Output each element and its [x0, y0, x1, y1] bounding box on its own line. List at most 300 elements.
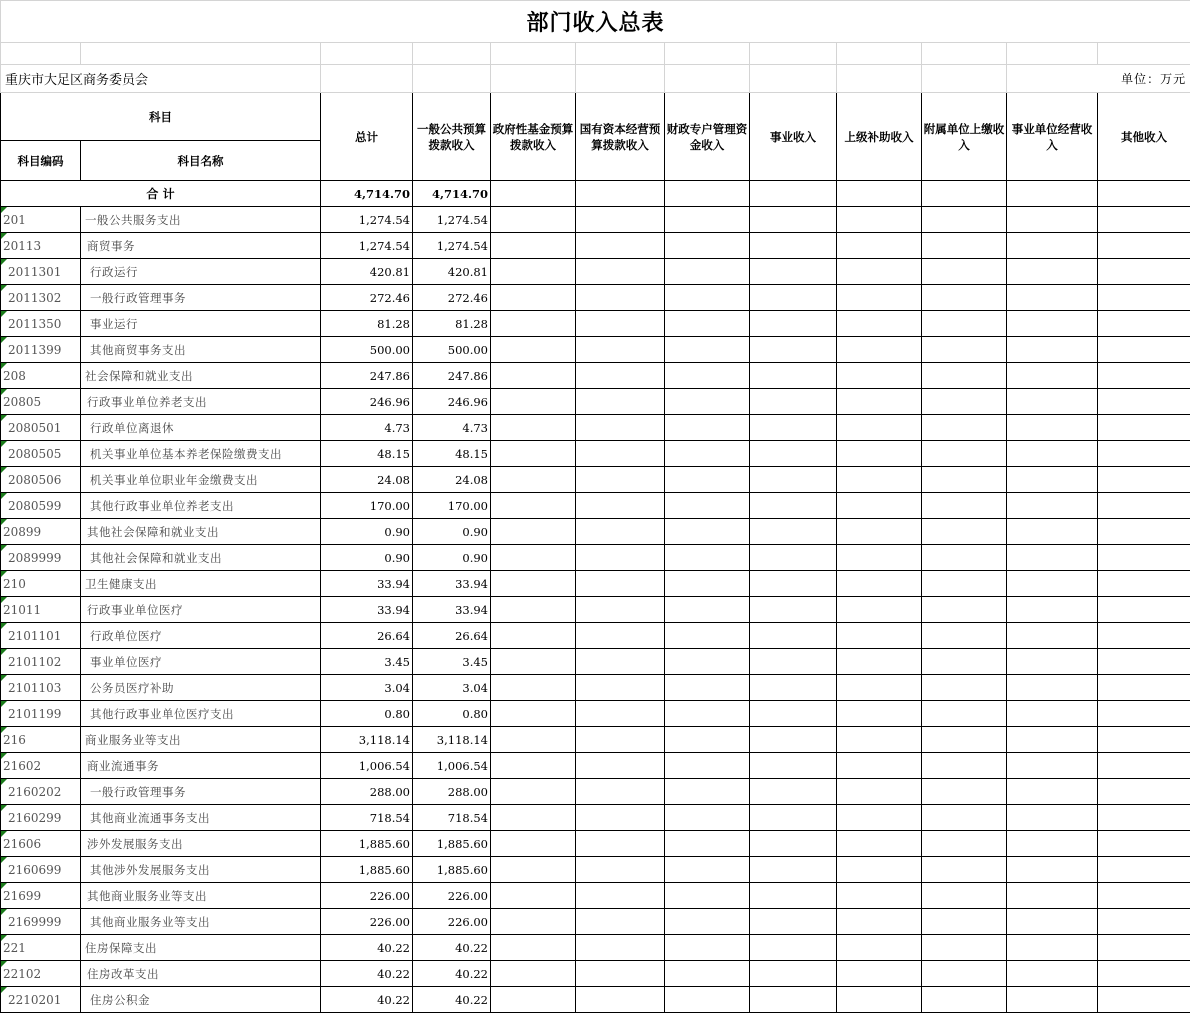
table-row [1, 441, 1190, 467]
empty-cell [491, 259, 576, 285]
empty-cell [576, 545, 665, 571]
empty-cell [837, 233, 922, 259]
subject-name: 行政运行 [81, 259, 321, 285]
table-row [1, 493, 1190, 519]
subject-name: 商业流通事务 [81, 753, 321, 779]
subject-code: 2011301 [1, 259, 81, 285]
empty-cell [1098, 597, 1190, 623]
empty-cell [837, 259, 922, 285]
empty-cell [922, 337, 1007, 363]
empty-cell [837, 623, 922, 649]
table-row [1, 883, 1190, 909]
empty-cell [750, 909, 837, 935]
empty-cell [1007, 701, 1098, 727]
empty-cell [1098, 389, 1190, 415]
empty-cell [837, 467, 922, 493]
empty-cell [922, 727, 1007, 753]
subject-name: 一般行政管理事务 [81, 285, 321, 311]
header-special-account: 财政专户管理资金收入 [665, 93, 750, 181]
empty-cell [1007, 467, 1098, 493]
subject-name: 行政单位医疗 [81, 623, 321, 649]
empty-cell [576, 363, 665, 389]
total-amount: 33.94 [321, 597, 413, 623]
subject-name: 其他行政事业单位养老支出 [81, 493, 321, 519]
empty-cell [491, 597, 576, 623]
empty-cell [576, 571, 665, 597]
empty-cell [576, 389, 665, 415]
general-budget-amount: 24.08 [413, 467, 491, 493]
subject-name: 机关事业单位职业年金缴费支出 [81, 467, 321, 493]
subject-name: 行政事业单位医疗 [81, 597, 321, 623]
empty-cell [491, 285, 576, 311]
empty-cell [922, 961, 1007, 987]
total-amount: 1,274.54 [321, 207, 413, 233]
empty-cell [491, 571, 576, 597]
total-amount: 1,006.54 [321, 753, 413, 779]
empty-cell [665, 675, 750, 701]
empty-cell [750, 545, 837, 571]
total-amount: 226.00 [321, 909, 413, 935]
empty-cell [1098, 519, 1190, 545]
total-amount: 40.22 [321, 987, 413, 1013]
table-row [1, 857, 1190, 883]
general-budget-amount: 3.45 [413, 649, 491, 675]
empty-cell [1007, 909, 1098, 935]
general-budget-amount: 272.46 [413, 285, 491, 311]
empty-cell [576, 857, 665, 883]
empty-cell [576, 259, 665, 285]
subject-name: 其他商业服务业等支出 [81, 883, 321, 909]
empty-cell [1007, 883, 1098, 909]
table-row [1, 545, 1190, 571]
empty-cell [665, 883, 750, 909]
empty-cell [1007, 363, 1098, 389]
subject-code: 2101199 [1, 701, 81, 727]
empty-cell [922, 597, 1007, 623]
empty-cell [750, 571, 837, 597]
general-budget-amount: 1,006.54 [413, 753, 491, 779]
empty-cell [750, 883, 837, 909]
organization-name: 重庆市大足区商务委员会 [1, 65, 321, 93]
empty-cell [750, 935, 837, 961]
table-row [1, 649, 1190, 675]
empty-cell [837, 545, 922, 571]
header-affiliated: 附属单位上缴收入 [922, 93, 1007, 181]
empty-cell [665, 727, 750, 753]
empty-cell [576, 961, 665, 987]
empty-cell [665, 935, 750, 961]
empty-cell [576, 805, 665, 831]
empty-cell [491, 753, 576, 779]
empty-cell [576, 987, 665, 1013]
table-row [1, 831, 1190, 857]
empty-cell [491, 857, 576, 883]
subject-code: 2101102 [1, 649, 81, 675]
empty-cell [922, 545, 1007, 571]
subject-code: 2080501 [1, 415, 81, 441]
empty-cell [922, 233, 1007, 259]
empty-cell [1098, 883, 1190, 909]
empty-cell [665, 467, 750, 493]
empty-cell [1007, 389, 1098, 415]
empty-cell [576, 415, 665, 441]
empty-cell [837, 597, 922, 623]
empty-cell [491, 389, 576, 415]
empty-cell [837, 207, 922, 233]
empty-cell [665, 545, 750, 571]
table-row [1, 987, 1190, 1013]
empty-cell [837, 831, 922, 857]
empty-cell [665, 363, 750, 389]
empty-cell [837, 701, 922, 727]
total-amount: 272.46 [321, 285, 413, 311]
empty-cell [665, 441, 750, 467]
empty-cell [750, 441, 837, 467]
empty-cell [750, 597, 837, 623]
general-budget-amount: 288.00 [413, 779, 491, 805]
subject-name: 事业运行 [81, 311, 321, 337]
total-amount: 33.94 [321, 571, 413, 597]
subject-code: 2101101 [1, 623, 81, 649]
table-row [1, 779, 1190, 805]
empty-cell [837, 649, 922, 675]
subject-name: 公务员医疗补助 [81, 675, 321, 701]
empty-cell [1007, 649, 1098, 675]
empty-cell [491, 519, 576, 545]
empty-cell [1007, 519, 1098, 545]
table-row [1, 623, 1190, 649]
empty-cell [837, 285, 922, 311]
general-budget-amount: 1,885.60 [413, 857, 491, 883]
empty-cell [665, 649, 750, 675]
general-budget-amount: 246.96 [413, 389, 491, 415]
empty-cell [576, 519, 665, 545]
empty-cell [665, 389, 750, 415]
empty-cell [1007, 571, 1098, 597]
empty-cell [576, 831, 665, 857]
general-budget-amount: 40.22 [413, 935, 491, 961]
empty-cell [576, 597, 665, 623]
empty-cell [922, 701, 1007, 727]
general-budget-amount: 81.28 [413, 311, 491, 337]
empty-cell [1007, 207, 1098, 233]
subject-name: 社会保障和就业支出 [81, 363, 321, 389]
total-amount: 1,274.54 [321, 233, 413, 259]
total-amount: 500.00 [321, 337, 413, 363]
total-amount: 81.28 [321, 311, 413, 337]
empty-cell [491, 337, 576, 363]
table-row [1, 909, 1190, 935]
total-amount: 3.45 [321, 649, 413, 675]
header-total: 总计 [321, 93, 413, 181]
empty-cell [837, 675, 922, 701]
subject-name: 其他行政事业单位医疗支出 [81, 701, 321, 727]
empty-cell [1098, 805, 1190, 831]
subject-code: 20899 [1, 519, 81, 545]
total-amount: 247.86 [321, 363, 413, 389]
total-amount: 718.54 [321, 805, 413, 831]
subject-code: 2080506 [1, 467, 81, 493]
empty-cell [491, 441, 576, 467]
empty-cell [837, 857, 922, 883]
empty-cell [750, 857, 837, 883]
table-row [1, 727, 1190, 753]
header-gov-fund: 政府性基金预算拨款收入 [491, 93, 576, 181]
subject-name: 其他涉外发展服务支出 [81, 857, 321, 883]
table-row [1, 415, 1190, 441]
empty-cell [1007, 233, 1098, 259]
data-rows [1, 207, 1190, 1013]
empty-cell [922, 779, 1007, 805]
subject-name: 涉外发展服务支出 [81, 831, 321, 857]
general-budget-amount: 1,885.60 [413, 831, 491, 857]
empty-cell [750, 389, 837, 415]
empty-cell [1098, 467, 1190, 493]
empty-cell [922, 753, 1007, 779]
empty-cell [491, 883, 576, 909]
general-budget-amount: 0.80 [413, 701, 491, 727]
empty-cell [922, 519, 1007, 545]
empty-cell [922, 857, 1007, 883]
empty-cell [1098, 623, 1190, 649]
general-budget-amount: 4.73 [413, 415, 491, 441]
general-budget-amount: 500.00 [413, 337, 491, 363]
empty-cell [491, 831, 576, 857]
header-subject: 科目 [1, 93, 321, 141]
empty-cell [922, 831, 1007, 857]
empty-cell [750, 311, 837, 337]
empty-cell [922, 649, 1007, 675]
subject-name: 行政单位离退休 [81, 415, 321, 441]
empty-cell [1007, 961, 1098, 987]
empty-cell [1007, 441, 1098, 467]
subject-name: 机关事业单位基本养老保险缴费支出 [81, 441, 321, 467]
empty-cell [665, 597, 750, 623]
empty-cell [1098, 207, 1190, 233]
total-general-value: 4,714.70 [413, 181, 491, 207]
empty-cell [837, 779, 922, 805]
empty-cell [1098, 779, 1190, 805]
table-row [1, 519, 1190, 545]
empty-cell [665, 857, 750, 883]
table-row [1, 961, 1190, 987]
subject-code: 221 [1, 935, 81, 961]
header-operating: 事业单位经营收入 [1007, 93, 1098, 181]
empty-cell [665, 753, 750, 779]
empty-cell [750, 233, 837, 259]
subject-name: 卫生健康支出 [81, 571, 321, 597]
subject-name: 住房保障支出 [81, 935, 321, 961]
general-budget-amount: 40.22 [413, 987, 491, 1013]
empty-cell [837, 987, 922, 1013]
header-subject-code: 科目编码 [1, 141, 81, 181]
empty-cell [750, 259, 837, 285]
empty-cell [1098, 909, 1190, 935]
empty-cell [1098, 961, 1190, 987]
empty-cell [750, 623, 837, 649]
empty-cell [576, 649, 665, 675]
empty-cell [922, 259, 1007, 285]
empty-cell [665, 493, 750, 519]
empty-cell [665, 987, 750, 1013]
subject-code: 20805 [1, 389, 81, 415]
subject-name: 事业单位医疗 [81, 649, 321, 675]
subject-code: 216 [1, 727, 81, 753]
empty-cell [1007, 259, 1098, 285]
subject-name: 住房公积金 [81, 987, 321, 1013]
total-amount: 4.73 [321, 415, 413, 441]
empty-cell [750, 207, 837, 233]
empty-cell [922, 415, 1007, 441]
empty-cell [665, 337, 750, 363]
empty-cell [1098, 441, 1190, 467]
empty-cell [665, 623, 750, 649]
empty-cell [491, 415, 576, 441]
empty-cell [576, 285, 665, 311]
empty-cell [1098, 337, 1190, 363]
empty-cell [837, 935, 922, 961]
empty-cell [1007, 597, 1098, 623]
empty-cell [922, 571, 1007, 597]
empty-cell [665, 285, 750, 311]
empty-cell [491, 363, 576, 389]
total-row [1, 181, 1190, 207]
empty-cell [750, 363, 837, 389]
spacer-row [1, 43, 1190, 65]
empty-cell [1098, 987, 1190, 1013]
subject-code: 2169999 [1, 909, 81, 935]
table-row [1, 285, 1190, 311]
empty-cell [491, 987, 576, 1013]
total-amount: 420.81 [321, 259, 413, 285]
empty-cell [750, 285, 837, 311]
table-row [1, 753, 1190, 779]
general-budget-amount: 48.15 [413, 441, 491, 467]
empty-cell [922, 623, 1007, 649]
empty-cell [491, 961, 576, 987]
empty-cell [576, 623, 665, 649]
empty-cell [665, 415, 750, 441]
total-amount: 40.22 [321, 935, 413, 961]
unit-label: 单位：万元 [1007, 65, 1190, 93]
subject-code: 2011350 [1, 311, 81, 337]
subject-code: 2089999 [1, 545, 81, 571]
empty-cell [665, 909, 750, 935]
empty-cell [750, 337, 837, 363]
empty-cell [1007, 987, 1098, 1013]
empty-cell [922, 363, 1007, 389]
general-budget-amount: 26.64 [413, 623, 491, 649]
empty-cell [491, 233, 576, 259]
total-amount: 24.08 [321, 467, 413, 493]
general-budget-amount: 0.90 [413, 519, 491, 545]
empty-cell [491, 779, 576, 805]
total-amount: 170.00 [321, 493, 413, 519]
empty-cell [837, 571, 922, 597]
subject-name: 其他商业服务业等支出 [81, 909, 321, 935]
empty-cell [1098, 727, 1190, 753]
table-row [1, 597, 1190, 623]
total-amount: 288.00 [321, 779, 413, 805]
subject-code: 2101103 [1, 675, 81, 701]
empty-cell [922, 987, 1007, 1013]
empty-cell [491, 311, 576, 337]
general-budget-amount: 1,274.54 [413, 233, 491, 259]
table-row [1, 207, 1190, 233]
empty-cell [491, 467, 576, 493]
empty-cell [1098, 701, 1190, 727]
empty-cell [1098, 545, 1190, 571]
empty-cell [1098, 415, 1190, 441]
empty-cell [491, 623, 576, 649]
empty-cell [1098, 649, 1190, 675]
empty-cell [837, 415, 922, 441]
empty-cell [576, 701, 665, 727]
empty-cell [1098, 857, 1190, 883]
empty-cell [922, 441, 1007, 467]
empty-cell [922, 935, 1007, 961]
empty-cell [1007, 493, 1098, 519]
empty-cell [665, 571, 750, 597]
empty-cell [1007, 337, 1098, 363]
subject-name: 行政事业单位养老支出 [81, 389, 321, 415]
empty-cell [1098, 311, 1190, 337]
table-row [1, 363, 1190, 389]
empty-cell [1098, 285, 1190, 311]
empty-cell [750, 779, 837, 805]
general-budget-amount: 0.90 [413, 545, 491, 571]
subject-code: 22102 [1, 961, 81, 987]
subject-name: 一般行政管理事务 [81, 779, 321, 805]
table-row [1, 311, 1190, 337]
empty-cell [922, 675, 1007, 701]
empty-cell [922, 805, 1007, 831]
empty-cell [837, 883, 922, 909]
subject-code: 201 [1, 207, 81, 233]
subject-code: 208 [1, 363, 81, 389]
empty-cell [1098, 753, 1190, 779]
empty-cell [665, 701, 750, 727]
empty-cell [750, 727, 837, 753]
empty-cell [837, 961, 922, 987]
empty-cell [922, 207, 1007, 233]
subject-name: 其他商业流通事务支出 [81, 805, 321, 831]
subject-code: 2011399 [1, 337, 81, 363]
empty-cell [1098, 675, 1190, 701]
empty-cell [837, 753, 922, 779]
empty-cell [750, 805, 837, 831]
empty-cell [750, 675, 837, 701]
empty-cell [837, 727, 922, 753]
total-amount: 0.80 [321, 701, 413, 727]
subject-code: 2011302 [1, 285, 81, 311]
empty-cell [750, 831, 837, 857]
empty-cell [750, 493, 837, 519]
empty-cell [491, 805, 576, 831]
empty-cell [491, 493, 576, 519]
empty-cell [665, 259, 750, 285]
empty-cell [576, 311, 665, 337]
empty-cell [1007, 727, 1098, 753]
empty-cell [665, 207, 750, 233]
table-row [1, 935, 1190, 961]
total-amount: 226.00 [321, 883, 413, 909]
empty-cell [1007, 857, 1098, 883]
general-budget-amount: 33.94 [413, 571, 491, 597]
table-row [1, 675, 1190, 701]
table-row [1, 701, 1190, 727]
subject-code: 2160202 [1, 779, 81, 805]
